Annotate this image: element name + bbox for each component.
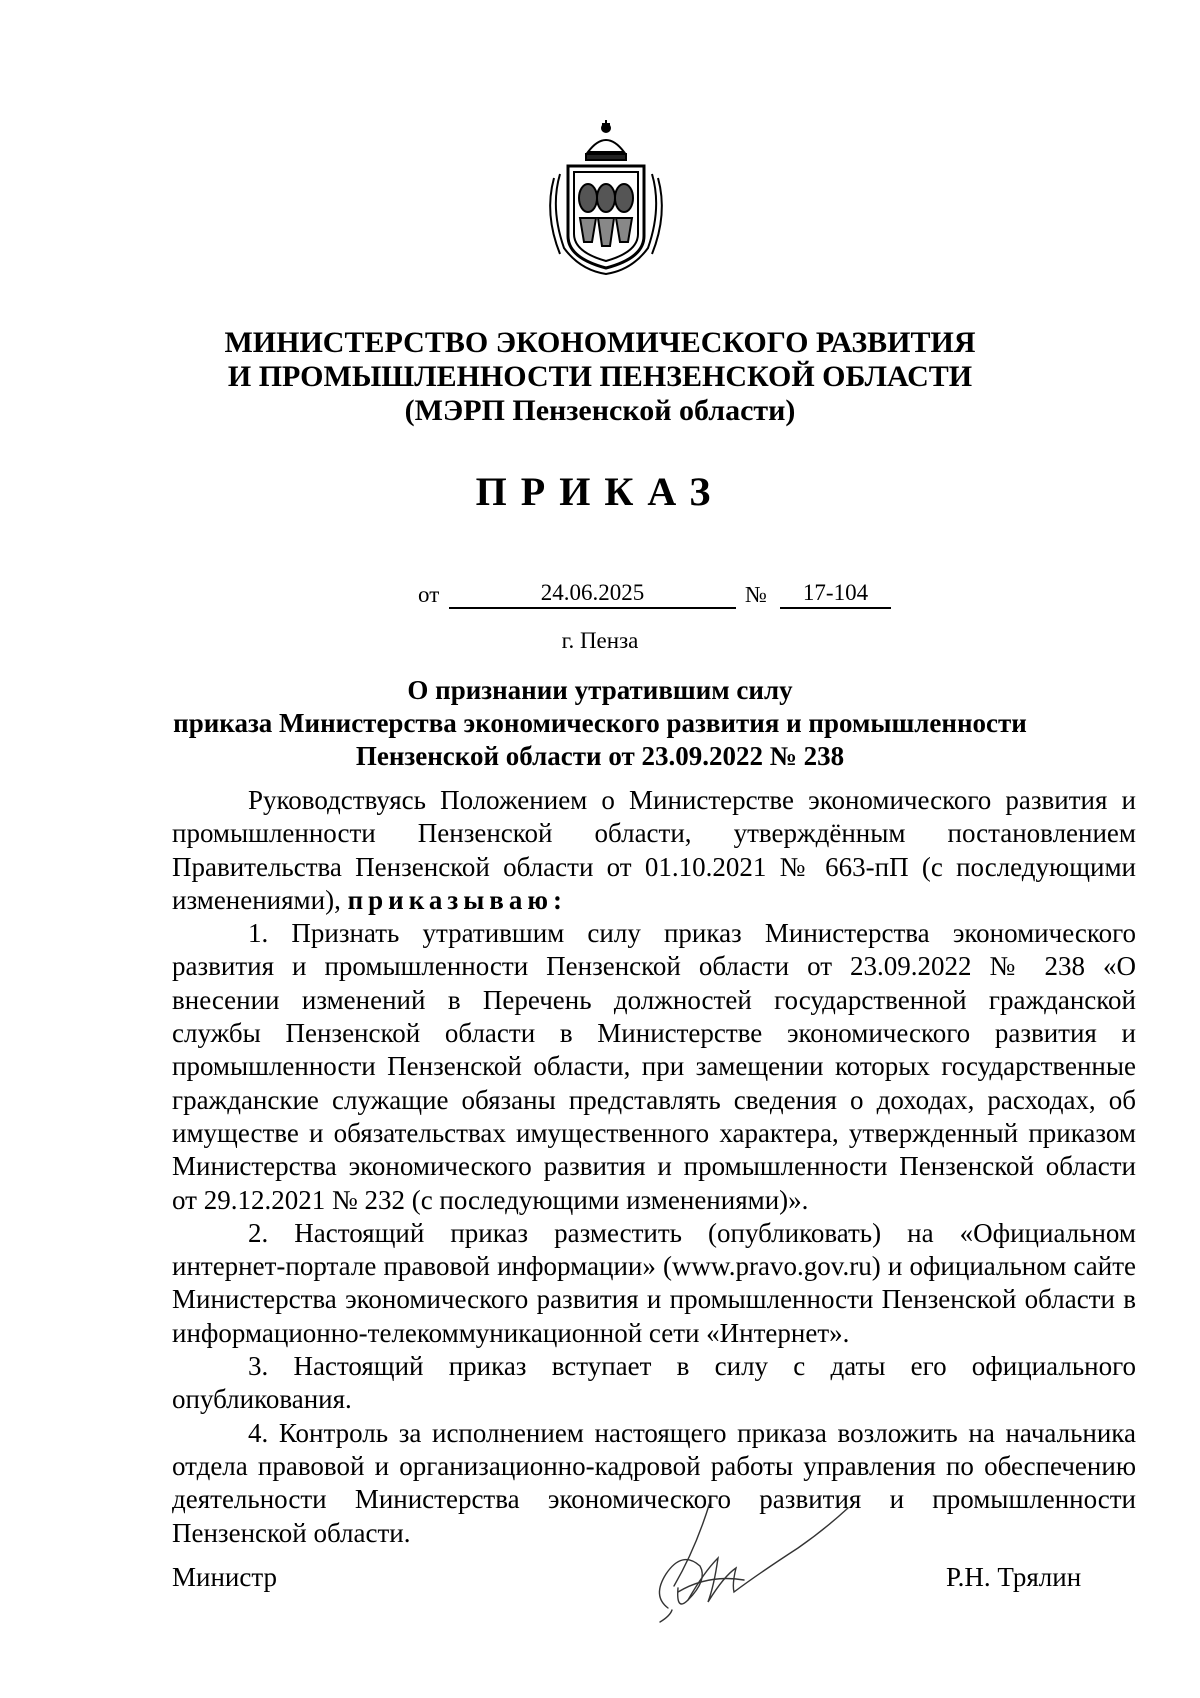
subject-line3: Пензенской области от 23.09.2022 № 238 <box>355 741 845 771</box>
city: г. Пенза <box>561 628 639 653</box>
handwritten-signature <box>648 1488 858 1638</box>
order-date: 24.06.2025 <box>449 580 736 609</box>
number-sign: № <box>745 582 767 607</box>
ministry-header <box>0 326 1200 428</box>
preamble-text: Руководствуясь Положением о Министерстве экономического развития и промышленности Пензенской области, утверждённым постановлением Правительства Пензенской области от 01.10.2021 № 663-пП (с последующими изменениями), <box>172 785 1136 915</box>
signatory-title: Министр <box>172 1562 277 1592</box>
preamble-paragraph <box>172 784 1136 917</box>
order-item-2: 2. Настоящий приказ разместить (опубликовать) на «Официальном интернет-портале правовой информации» (www.pravo.gov.ru) и официальном сайте Министерства экономического развития и промышленности Пензенской области в информационно-телекоммуникационной сети «Интернет». <box>172 1217 1136 1348</box>
document-type-title: ПРИКАЗ <box>475 469 725 514</box>
subject-line2: приказа Министерства экономического развития и промышленности <box>173 708 1027 738</box>
subject-line1: О признании утратившим силу <box>407 675 793 705</box>
signatory-name: Р.Н. Трялин <box>946 1562 1082 1592</box>
coat-of-arms-icon <box>540 118 672 278</box>
ministry-name-line1: МИНИСТЕРСТВО ЭКОНОМИЧЕСКОГО РАЗВИТИЯ <box>224 326 976 359</box>
date-label: от <box>418 582 440 607</box>
order-item-1: 1. Признать утратившим силу приказ Министерства экономического развития и промышленности Пензенской области от 23.09.2022 № 238 «О внесении изменений в Перечень должностей государственной гражданской службы Пензенской области в Министерстве экономического развития и промышленности Пензенской области, при замещении которых государственные гражданские служащие обязаны представлять сведения о доходах, расходах, об имуществе и обязательствах имущественного характера, утвержденный приказом Министерства экономического развития и промышленности Пензенской области от 29.12.2021 № 232 (с последующими изменениями)». <box>172 918 1136 1215</box>
ministry-short-name: (МЭРП Пензенской области) <box>404 394 796 427</box>
order-body <box>172 784 1136 1550</box>
order-item-3: 3. Настоящий приказ вступает в силу с даты его официального опубликования. <box>172 1351 1136 1415</box>
ministry-name-line2: И ПРОМЫШЛЕННОСТИ ПЕНЗЕНСКОЙ ОБЛАСТИ <box>227 360 973 393</box>
order-item-4: 4. Контроль за исполнением настоящего приказа возложить на начальника отдела правовой и организационно-кадровой работы управления по обеспечению деятельности Министерства экономического развития и промышленности Пензенской области. <box>172 1417 1136 1548</box>
order-subject <box>0 674 1200 773</box>
decree-word: приказываю: <box>347 884 568 915</box>
order-details <box>0 580 1200 614</box>
order-number: 17-104 <box>780 580 891 609</box>
